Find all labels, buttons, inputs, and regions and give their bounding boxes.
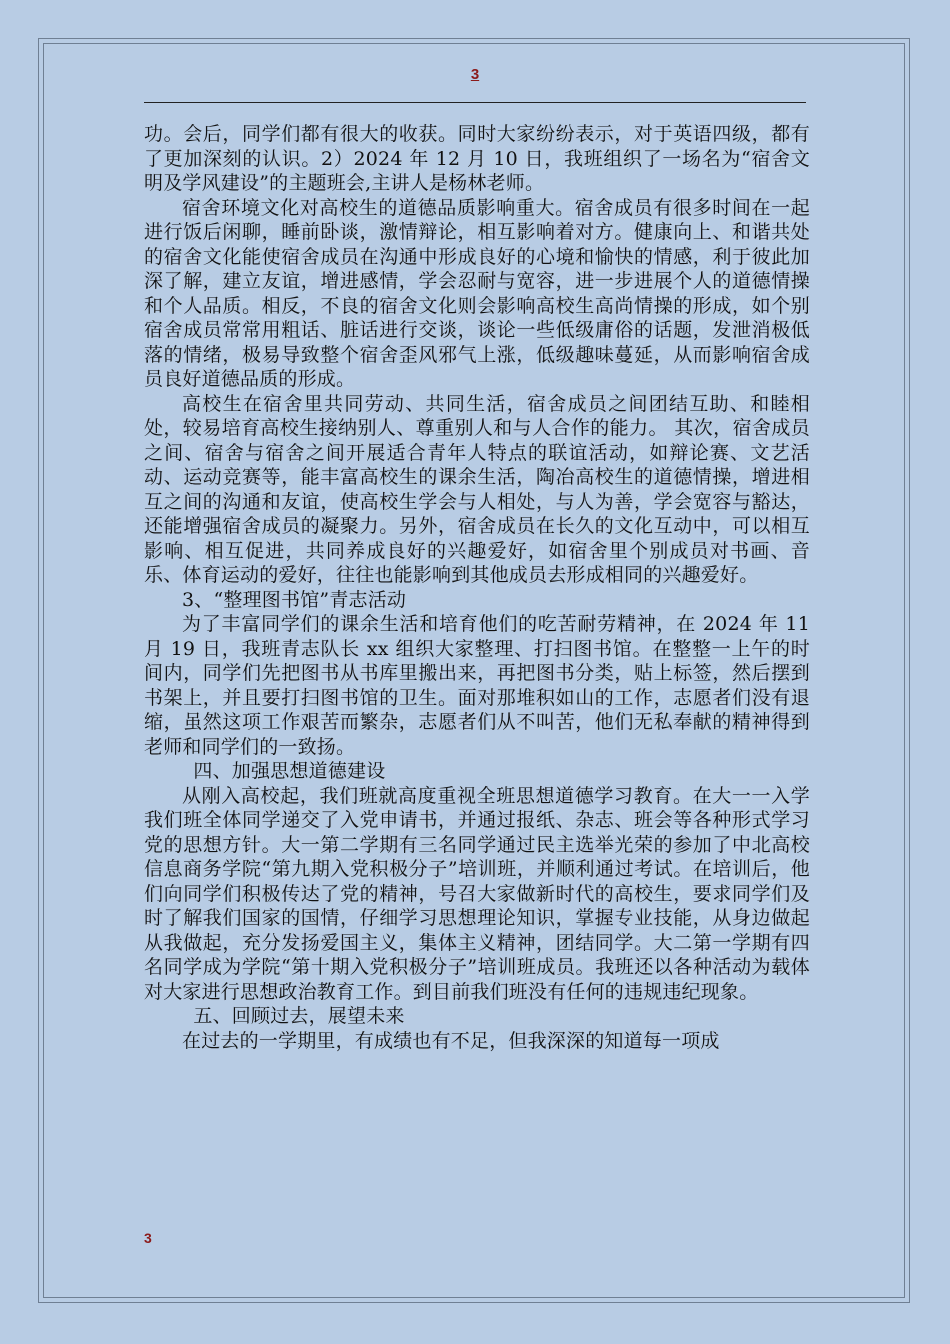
paragraph-review: 在过去的一学期里，有成绩也有不足，但我深深的知道每一项成: [182, 1029, 720, 1052]
paragraph-library: 为了丰富同学们的课余生活和培育他们的吃苦耐劳精神，在 2024 年 11 月 19 日，我班青志队长 xx 组织大家整理、打扫图书馆。在整整一上午的时间内，同学们先把图书从书库里搬出来，再把图书分类，贴上标签，然后摆到书架上，并且要打扫图书馆的卫生。面对那堆积如山的工作，志愿者们没有退缩，虽然这项工作艰苦而繁杂，志愿者们从不叫苦，他们无私奉献的精神得到老师和同学们的一致扬。: [144, 613, 810, 758]
paragraph-dorm-culture: 宿舍环境文化对高校生的道德品质影响重大。宿舍成员有很多时间在一起进行饭后闲聊，睡前卧谈，激情辩论，相互影响着对方。健康向上、和谐共处的宿舍文化能使宿舍成员在沟通中形成良好的心境和愉快的情感，利于彼此加深了解，建立友谊，增进感情，学会忍耐与宽容，进一步进展个人的道德情操和个人品质。相反，不良的宿舍文化则会影响高校生高尚情操的形成，如个别宿舍成员常常用粗话、脏话进行交谈，谈论一些低级庸俗的话题，发泄消极低落的情绪，极易导致整个宿舍歪风邪气上涨，低级趣味蔓延，从而影响宿舍成员良好道德品质的形成。: [144, 196, 810, 390]
section-heading-review: 五、回顾过去，展望未来: [193, 1005, 405, 1027]
section-heading-ideology: 四、加强思想道德建设: [193, 760, 386, 782]
paragraph-dorm-life: 高校生在宿舍里共同劳动、共同生活，宿舍成员之间团结互助、和睦相处，较易培育高校生接纳别人、尊重别人和与人合作的能力。 其次，宿舍成员之间、宿舍与宿舍之间开展适合青年人特点的联谊活动，如辩论赛、文艺活动、运动竞赛等，能丰富高校生的课余生活，陶冶高校生的道德情操，增进相互之间的沟通和友谊，使高校生学会与人相处，与人为善，学会宽容与豁达，还能增强宿舍成员的凝聚力。另外，宿舍成员在长久的文化互动中，可以相互影响、相互促进，共同养成良好的兴趣爱好，如宿舍里个别成员对书画、音乐、体育运动的爱好，往往也能影响到其他成员去形成相同的兴趣爱好。: [144, 392, 810, 586]
paragraph-ideology: 从刚入高校起，我们班就高度重视全班思想道德学习教育。在大一一入学我们班全体同学递交了入党申请书，并通过报纸、杂志、班会等各种形式学习党的思想方针。大一第二学期有三名同学通过民主选举光荣的参加了中北高校信息商务学院“第九期入党积极分子”培训班，并顺利通过考试。在培训后，他们向同学们积极传达了党的精神，号召大家做新时代的高校生，要求同学们及时了解我们国家的国情，仔细学习思想理论知识，掌握专业技能，从身边做起从我做起，充分发扬爱国主义，集体主义精神，团结同学。大二第一学期有四名同学成为学院“第十期入党积极分子”培训班成员。我班还以各种活动为载体对大家进行思想政治教育工作。到目前我们班没有任何的违规违纪现象。: [144, 784, 810, 1003]
header-rule: [144, 102, 806, 103]
header-page-number: 3: [470, 66, 480, 83]
section-heading-library: 3、“整理图书馆”青志活动: [182, 588, 407, 611]
paragraph-continuation: 功。会后，同学们都有很大的收获。同时大家纷纷表示，对于英语四级，都有了更加深刻的认识。2）2024 年 12 月 10 日，我班组织了一场名为“宿舍文明及学风建设”的主题班会,主讲人是杨林老师。: [144, 123, 810, 194]
footer-page-number: 3: [144, 1230, 152, 1246]
document-body: [144, 122, 810, 1053]
